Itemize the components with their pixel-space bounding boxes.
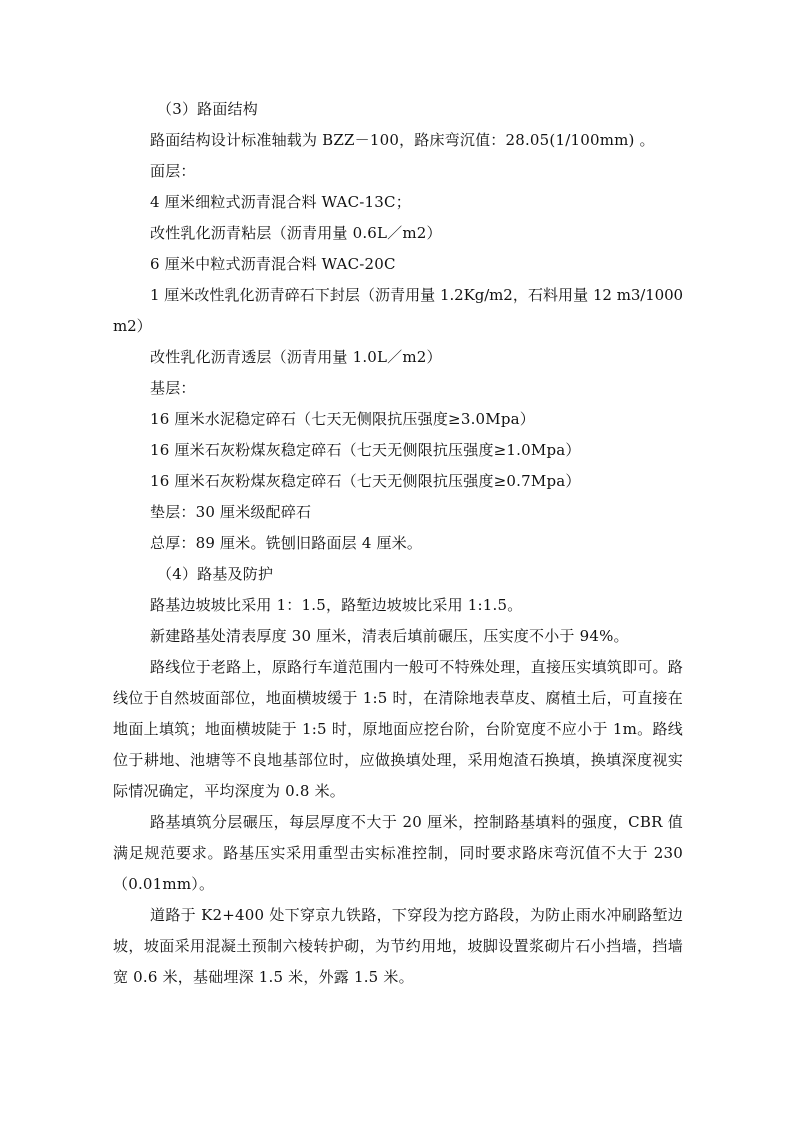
standard-axle-line: 路面结构设计标准轴载为 BZZ－100，路床弯沉值：28.05(1/100mm) 。 [150, 131, 655, 149]
surface-layer-label: 面层： [150, 162, 196, 180]
base-layer-label: 基层： [150, 379, 196, 397]
paragraph-route-treatment: 路线位于老路上，原路行车道范围内一般可不特殊处理，直接压实填筑即可。路线位于自然坡面部位，地面横坡缓于 1:5 时，在清除地表草皮、腐植土后，可直接在地面上填筑；地面横坡陡于 1:5 时，原地面应挖台阶，台阶宽度不应小于 1m。路线位于耕地、池塘等不良地基部位时，应做换填处理，采用炮渣石换填，换填深度视实际情况确定，平均深度为 0.8 米。 [113, 658, 683, 800]
slope-ratio-line: 路基边坡坡比采用 1：1.5，路堑边坡坡比采用 1:1.5。 [150, 596, 523, 614]
base-layer-item: 16 厘米石灰粉煤灰稳定碎石（七天无侧限抗压强度≥1.0Mpa） [150, 441, 581, 459]
base-layer-item: 16 厘米石灰粉煤灰稳定碎石（七天无侧限抗压强度≥0.7Mpa） [150, 472, 581, 490]
layer-item: 改性乳化沥青透层（沥青用量 1.0L／m2） [150, 348, 442, 366]
clearing-line: 新建路基处清表厚度 30 厘米，清表后填前碾压，压实度不小于 94%。 [150, 627, 629, 645]
layer-item: 6 厘米中粒式沥青混合料 WAC-20C [150, 255, 396, 273]
layer-item: 改性乳化沥青粘层（沥青用量 0.6L／m2） [150, 224, 442, 242]
section-heading-pavement: （3）路面结构 [157, 100, 258, 118]
base-layer-item: 16 厘米水泥稳定碎石（七天无侧限抗压强度≥3.0Mpa） [150, 410, 535, 428]
section-heading-subgrade: （4）路基及防护 [157, 565, 274, 583]
document-body [113, 94, 683, 993]
paragraph-railway-underpass: 道路于 K2+400 处下穿京九铁路，下穿段为挖方路段，为防止雨水冲刷路堑边坡，坡面采用混凝土预制六棱转护砌，为节约用地，坡脚设置浆砌片石小挡墙，挡墙宽 0.6 米，基础埋深 1.5 米，外露 1.5 米。 [113, 906, 683, 986]
total-thickness-line: 总厚：89 厘米。铣刨旧路面层 4 厘米。 [150, 534, 423, 552]
layer-item-seal: 1 厘米改性乳化沥青碎石下封层（沥青用量 1.2Kg/m2，石料用量 12 m3/1000 m2） [113, 286, 683, 335]
layer-item: 4 厘米细粒式沥青混合料 WAC-13C； [150, 193, 411, 211]
cushion-layer-line: 垫层：30 厘米级配碎石 [150, 503, 312, 521]
paragraph-compaction: 路基填筑分层碾压，每层厚度不大于 20 厘米，控制路基填料的强度，CBR 值满足规范要求。路基压实采用重型击实标准控制，同时要求路床弯沉值不大于 230（0.01mm）。 [113, 813, 683, 893]
